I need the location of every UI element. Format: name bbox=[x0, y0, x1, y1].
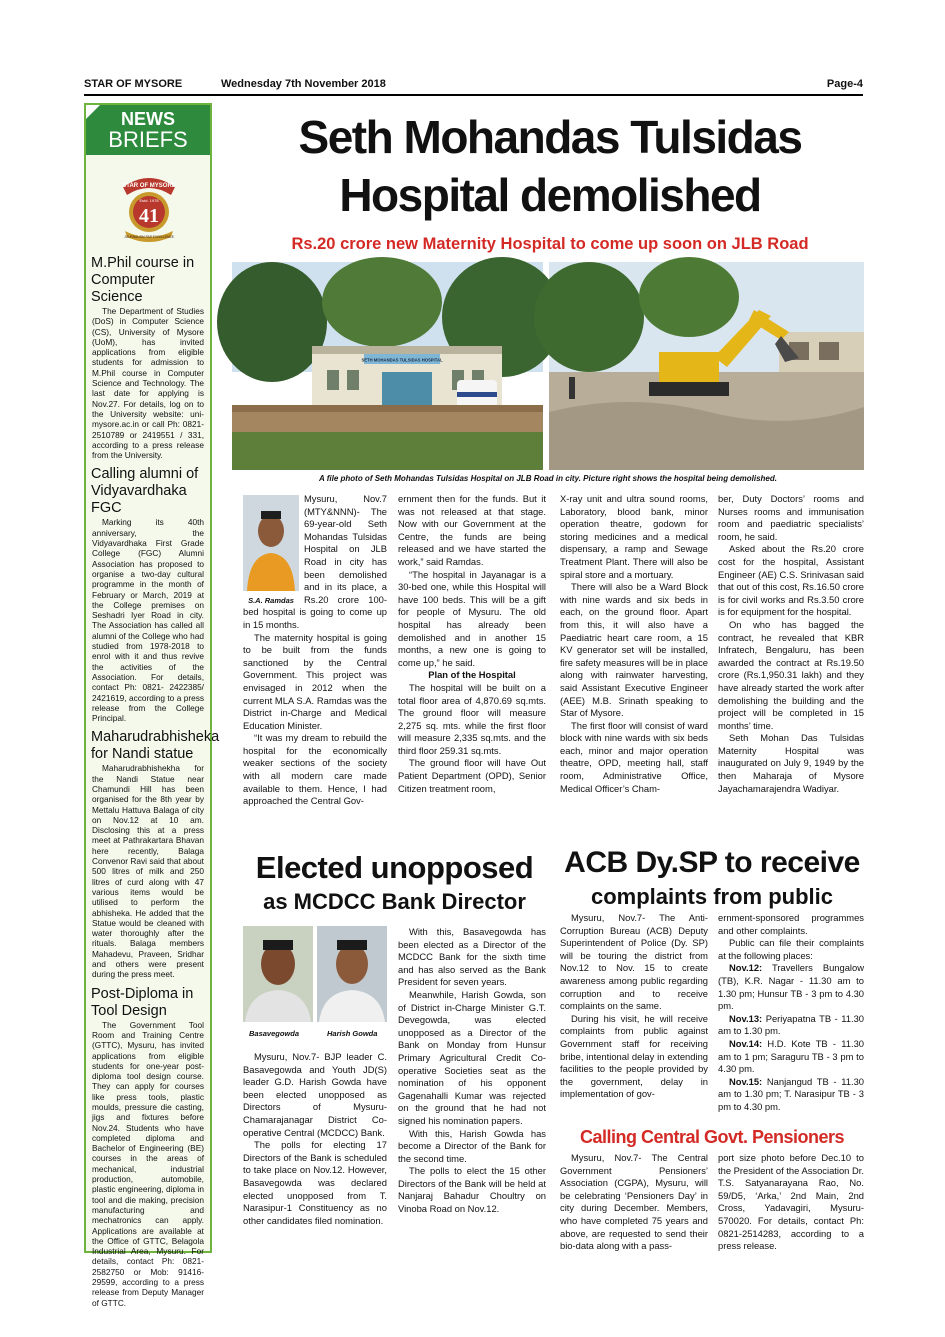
story-paragraph: The polls to elect the 15 other Directors of the Bank will be held at Nanjaraj Bahadur Choultry on Vinoba Road on Nov.12. bbox=[398, 1165, 546, 1215]
brief-list bbox=[86, 255, 220, 1308]
brief-title: M.Phil course in Computer Science bbox=[91, 255, 195, 305]
story-paragraph: “The hospital in Jayanagar is a 30-bed one, while this Hospital will have 100 beds. This will be a gift for people of Mysuru. The old hospital has already been demolished and in another 15 months, a new one is going to come up,” he said. bbox=[398, 568, 546, 668]
masthead-rule bbox=[84, 94, 863, 96]
photo-caption-basavegowda: Basavegowda bbox=[249, 1029, 300, 1038]
main-subheadline: Rs.20 crore new Maternity Hospital to come up soon on JLB Road bbox=[291, 235, 809, 253]
schedule-item bbox=[718, 1038, 864, 1076]
pensioners-column-1 bbox=[560, 1152, 708, 1253]
schedule-item bbox=[718, 1076, 864, 1114]
briefs-label: BRIEFS bbox=[108, 127, 188, 152]
story-paragraph: The hospital will be built on a total floor area of 4,870.69 sq.mts. The ground floor will measure 2,275 sq. mts. while the first floor will measure 2,335 sq.mts. and the third floor 259.31 sq.mts. bbox=[398, 681, 546, 756]
story-subhead: Plan of the Hospital bbox=[428, 669, 516, 681]
schedule-date: Nov.14: bbox=[729, 1037, 763, 1049]
main-story-column-4 bbox=[718, 493, 864, 795]
schedule-item bbox=[718, 962, 864, 1012]
story-paragraph: “It was my dream to rebuild the hospital for the economically weaker sections of the society with all modern care made available to them. Hence, I had approached the Central Gov- bbox=[243, 732, 387, 807]
brief-title: Maharudrabhisheka for Nandi statue bbox=[91, 729, 220, 763]
demolition-photo-illustration bbox=[549, 262, 864, 470]
schedule-text: Periyapatna TB - 11.30 am to 1.30 pm. bbox=[718, 1012, 865, 1037]
acb-headline-line-1: ACB Dy.SP to receive bbox=[564, 846, 860, 879]
story-paragraph: Mysuru, Nov.7- BJP leader C. Basavegowda and Youth JD(S) leader G.D. Harish Gowda have been elected unopposed as Directors of Mysuru-Chamarajanagar District Co-operative Central (MCDCC) Bank. bbox=[243, 1051, 387, 1138]
logo-estd: Estd. 1978 bbox=[139, 198, 159, 203]
ramdas-inset-photo bbox=[243, 495, 299, 603]
story-paragraph: ernment-sponsored programmes and other complaints. bbox=[718, 912, 864, 936]
story-paragraph: Mysuru, Nov.7 (MTY&NNN)- The 69-year-old Seth Mohandas Tulsidas Hospital on JLB Road in city has been demolished and in its place, a Rs.20 crore 100-bed hospital is going to come up in 15 months. bbox=[243, 493, 387, 630]
main-story-column-2 bbox=[398, 493, 546, 795]
schedule-date: Nov.12: bbox=[729, 962, 763, 974]
news-briefs-header bbox=[86, 105, 210, 155]
brief-body: The Government Tool Room and Training Centre (GTTC), Mysuru, has invited applications from eligible students for one-year post-diploma tool design course. They can apply for courses like press tools, plastic moulds, pressure die casting, jigs and fixtures before Nov.24. Students who have completed diploma and Bachelor of Engineering (BE) courses in the areas of mechanical, industrial production, automobile, plastic engineering, diploma in tool and die making, precision manufacturing and mechatronics can apply. Applications are available at the Office of GTTC, Belagola Industrial Area, Mysuru. For details, contact Ph: 0821-2582750 or Mob: 91416-29599, according to a press release from Deputy Manager of GTTC. bbox=[92, 1019, 204, 1308]
logo-number: 41 bbox=[139, 205, 159, 227]
acb-column-1 bbox=[560, 912, 708, 1101]
schedule-text: Travellers Bungalow (TB), K.R. Nagar - 11.30 am to 1.30 pm; Hunsur TB - 3 pm to 4.30 pm. bbox=[718, 962, 864, 1012]
story-paragraph: ber, Duty Doctors’ rooms and Nurses rooms and immunisation room and paediatric specialists’ room, he said. bbox=[718, 493, 864, 542]
story-paragraph: With this, Basavegowda has been elected as a Director of the MCDCC Bank for the sixth time and has also served as the Bank President for seven years. bbox=[398, 926, 546, 988]
elected-column-1 bbox=[243, 1051, 387, 1227]
elected-photo-captions bbox=[243, 1027, 387, 1041]
schedule-date: Nov.15: bbox=[729, 1075, 763, 1087]
logo-top-text: STAR OF MYSORE bbox=[122, 183, 176, 189]
story-paragraph: X-ray unit and ultra sound rooms, Laboratory, blood bank, minor operation theatre, godown for storing medicines and a medical dispensary, a ramp and Sewage Treatment Plant. There will also be spiral store and a mortuary. bbox=[560, 493, 708, 580]
story-paragraph: The maternity hospital is going to be built from the funds sanctioned by the Central Government. This project was envisaged in 2012 when the current MLA S.A. Ramdas was the District in-Charge and Medical Education Minister. bbox=[243, 631, 387, 731]
story-paragraph: port size photo before Dec.10 to the President of the Association Dr. T.S. Satyanarayana Rao, No. 59/D5, ‘Arka,’ 2nd Main, 2nd Cross, Yadavagiri, Mysuru-570020. For details, contact Ph: 0821-2514283, according to a press release. bbox=[718, 1152, 864, 1252]
story-paragraph: The polls for electing 17 Directors of the Bank is scheduled to take place on Nov.12. However, Basavegowda was declared elected unopposed from T. Narasipur-1 Constituency as no other candidates filed nomination. bbox=[243, 1139, 387, 1226]
headline-line-1: Seth Mohandas Tulsidas bbox=[298, 111, 802, 163]
schedule-text: Nanjangud TB - 11.30 am to 1.30 pm; T. Narasipur TB - 3 pm to 4.30 pm. bbox=[718, 1075, 864, 1112]
inset-caption: S.A. Ramdas bbox=[248, 595, 294, 605]
news-briefs-sidebar bbox=[84, 103, 220, 1308]
story-paragraph: During his visit, he will receive complaints from public against Government staff for receiving bribe, intentional delay in extending facilities to the people provided by the government, delay in implementation of gov- bbox=[560, 1012, 708, 1100]
brief-title: Calling alumni of Vidyavardhaka FGC bbox=[91, 466, 199, 517]
story-paragraph: ernment then for the funds. But it was not released at that stage. Now with our Government at the Centre, the funds are being released and we have started the work,” said Ramdas. bbox=[398, 493, 546, 567]
pensioners-column-2 bbox=[718, 1152, 864, 1253]
story-paragraph: Seth Mohan Das Tulsidas Maternity Hospital was inaugurated on July 9, 1949 by the then Maharaja of Mysore Jayachamarajendra Wadiyar. bbox=[718, 732, 864, 794]
main-story-column-1 bbox=[243, 493, 387, 808]
brief-body: The Department of Studies (DoS) in Computer Science (CS), University of Mysore (UoM), has invited applications from eligible students for admission to M.Phil course in Computer Science and Technology. The last date for applying is Nov.27. For details, log on to the University website: uni-mysore.ac.in or call Ph: 0821-2510789 or 2419551 / 331, according to a press release from the University. bbox=[92, 306, 204, 461]
elected-headline-line-2: as MCDCC Bank Director bbox=[263, 889, 526, 914]
photo-caption-harish-gowda: Harish Gowda bbox=[327, 1029, 378, 1038]
schedule-text: H.D. Kote TB - 11.30 am to 1 pm; Saraguru TB - 3 pm to 4.30 pm. bbox=[718, 1037, 864, 1075]
masthead bbox=[84, 78, 863, 94]
paper-name: STAR OF MYSORE bbox=[84, 78, 183, 90]
acb-column-2 bbox=[718, 912, 864, 1114]
anniversary-logo bbox=[119, 165, 179, 245]
acb-headline-line-2: complaints from public bbox=[590, 884, 834, 909]
brief-body: Marking its 40th anniversary, the Vidyavardhaka First Grade College (FGC) Alumni Association has proposed to organise a two-day cultural programme in the month of February or March, 2019 at the College premises on Seshadri Iyer Road in city. The Association has called all alumni of the College who had studied from 1978-2018 to enrol with it and thus revive the activities of the Association. For details, contact Ph: 0821- 2422385/ 2421619, according to a press release from the College Principal. bbox=[92, 517, 204, 724]
news-label: NEWS bbox=[121, 109, 175, 129]
brief-body: Maharudrabhishekha for the Nandi Statue near Chamundi Hill has been organised for the 8th year by Mettalu Hattuva Balaga of city on Nov.12 at 10 am. Disclosing this at a press meet at Pathrakartara Bhavan here recently, Balaga Convenor Ravi said that about 500 litres of milk and 250 litres of curd along with 47 various items would be utilised to perform the abhisheka. He added that the Statue would be cleaned with water thoroughly after the rituals. Balaga members Mahadevu, Praveen, Sridhar and others were present during the press meet. bbox=[92, 763, 204, 980]
story-paragraph: On who has bagged the contract, he revealed that KBR Infratech, Bengaluru, has been awarded the contract at Rs.19.50 crore (Rs.1,950.31 lakh) and they have already started the work after demolishing the building and the project will be completed in 15 months’ time. bbox=[718, 618, 864, 731]
schedule-date: Nov.13: bbox=[729, 1012, 763, 1024]
story-paragraph: Asked about the Rs.20 crore cost for the hospital, Assistant Engineer (AE) C.S. Srinivasan said that out of this cost, Rs.16.50 crore is for civil works and Rs.3.50 crore is for equipment for the hospital. bbox=[718, 543, 864, 618]
logo-bottom-text: JOURNALISM PAR EXCELLENCE bbox=[124, 235, 174, 239]
elected-column-2 bbox=[398, 926, 546, 1216]
elected-photos bbox=[243, 926, 387, 1036]
photo-caption: A file photo of Seth Mohandas Tulsidas Hospital on JLB Road in city. Picture right shows the hospital being demolished. bbox=[319, 474, 777, 483]
demolition-photo bbox=[549, 262, 864, 470]
directors-portraits bbox=[243, 926, 387, 1022]
issue-date: Wednesday 7th November 2018 bbox=[221, 78, 386, 90]
page-number: Page-4 bbox=[826, 78, 863, 90]
story-paragraph: Mysuru, Nov.7- The Anti-Corruption Bureau (ACB) Deputy Superintendent of Police (Dy. SP) will be touring the district from Nov.12 to Nov. 15 to create awareness among public regarding corruption and to receive complaints on the same. bbox=[560, 912, 708, 1012]
hospital-file-photo bbox=[232, 262, 543, 470]
elected-headline-line-1: Elected unopposed bbox=[255, 850, 534, 885]
brief-title: Post-Diploma in Tool Design bbox=[91, 985, 194, 1019]
story-paragraph: With this, Harish Gowda has become a Director of the Bank for the second time. bbox=[398, 1127, 546, 1164]
hospital-sign: SETH MOHANDAS TULSIDAS HOSPITAL bbox=[361, 357, 443, 363]
story-paragraph: The first floor will consist of ward block with nine wards with six beds each, minor and major operation theatre, OPD, meeting hall, staff room, Administrative Office, Medical Officer’s Cham- bbox=[560, 719, 708, 794]
hospital-photo-illustration bbox=[232, 262, 543, 470]
schedule-item bbox=[718, 1013, 864, 1038]
ramdas-portrait bbox=[243, 495, 299, 591]
story-paragraph: Public can file their complaints at the following places: bbox=[718, 937, 864, 961]
story-paragraph: Meanwhile, Harish Gowda, son of District in-Charge Minister G.T. Devegowda, was elected unopposed as a Director of the Bank on Monday from Hunsur Primary Agricultural Credit Co-operative Societies seat as the nomination of his opponent Gagenahalli Kumar was rejected on the ground that he had not signed his nomination papers. bbox=[398, 988, 546, 1126]
main-story-column-3 bbox=[560, 493, 708, 795]
story-paragraph: The ground floor will have Out Patient Department (OPD), Senior Citizen treatment room, bbox=[398, 757, 546, 794]
main-headline bbox=[230, 108, 870, 224]
headline-line-2: Hospital demolished bbox=[339, 169, 761, 221]
story-paragraph: There will also be a Ward Block with nine wards and six beds in each, on the ground floor. Apart from this, it will also have a Paediatric heart care room, a 15 KV generator set will be installed, fire safety measures will be in place along with rainwater harvesting, said Assistant Executive Engineer (AEE) M.B. Srinath speaking to Star of Mysore. bbox=[560, 581, 708, 719]
pensioners-headline: Calling Central Govt. Pensioners bbox=[579, 1127, 845, 1147]
story-paragraph: Mysuru, Nov.7- The Central Government Pensioners’ Association (CGPA), Mysuru, will be celebrating ‘Pensioners Day’ in city during December. Members, who have completed 75 years and above, are requested to send their bio-data along with a pass- bbox=[560, 1152, 708, 1252]
corner-fold bbox=[86, 105, 100, 119]
